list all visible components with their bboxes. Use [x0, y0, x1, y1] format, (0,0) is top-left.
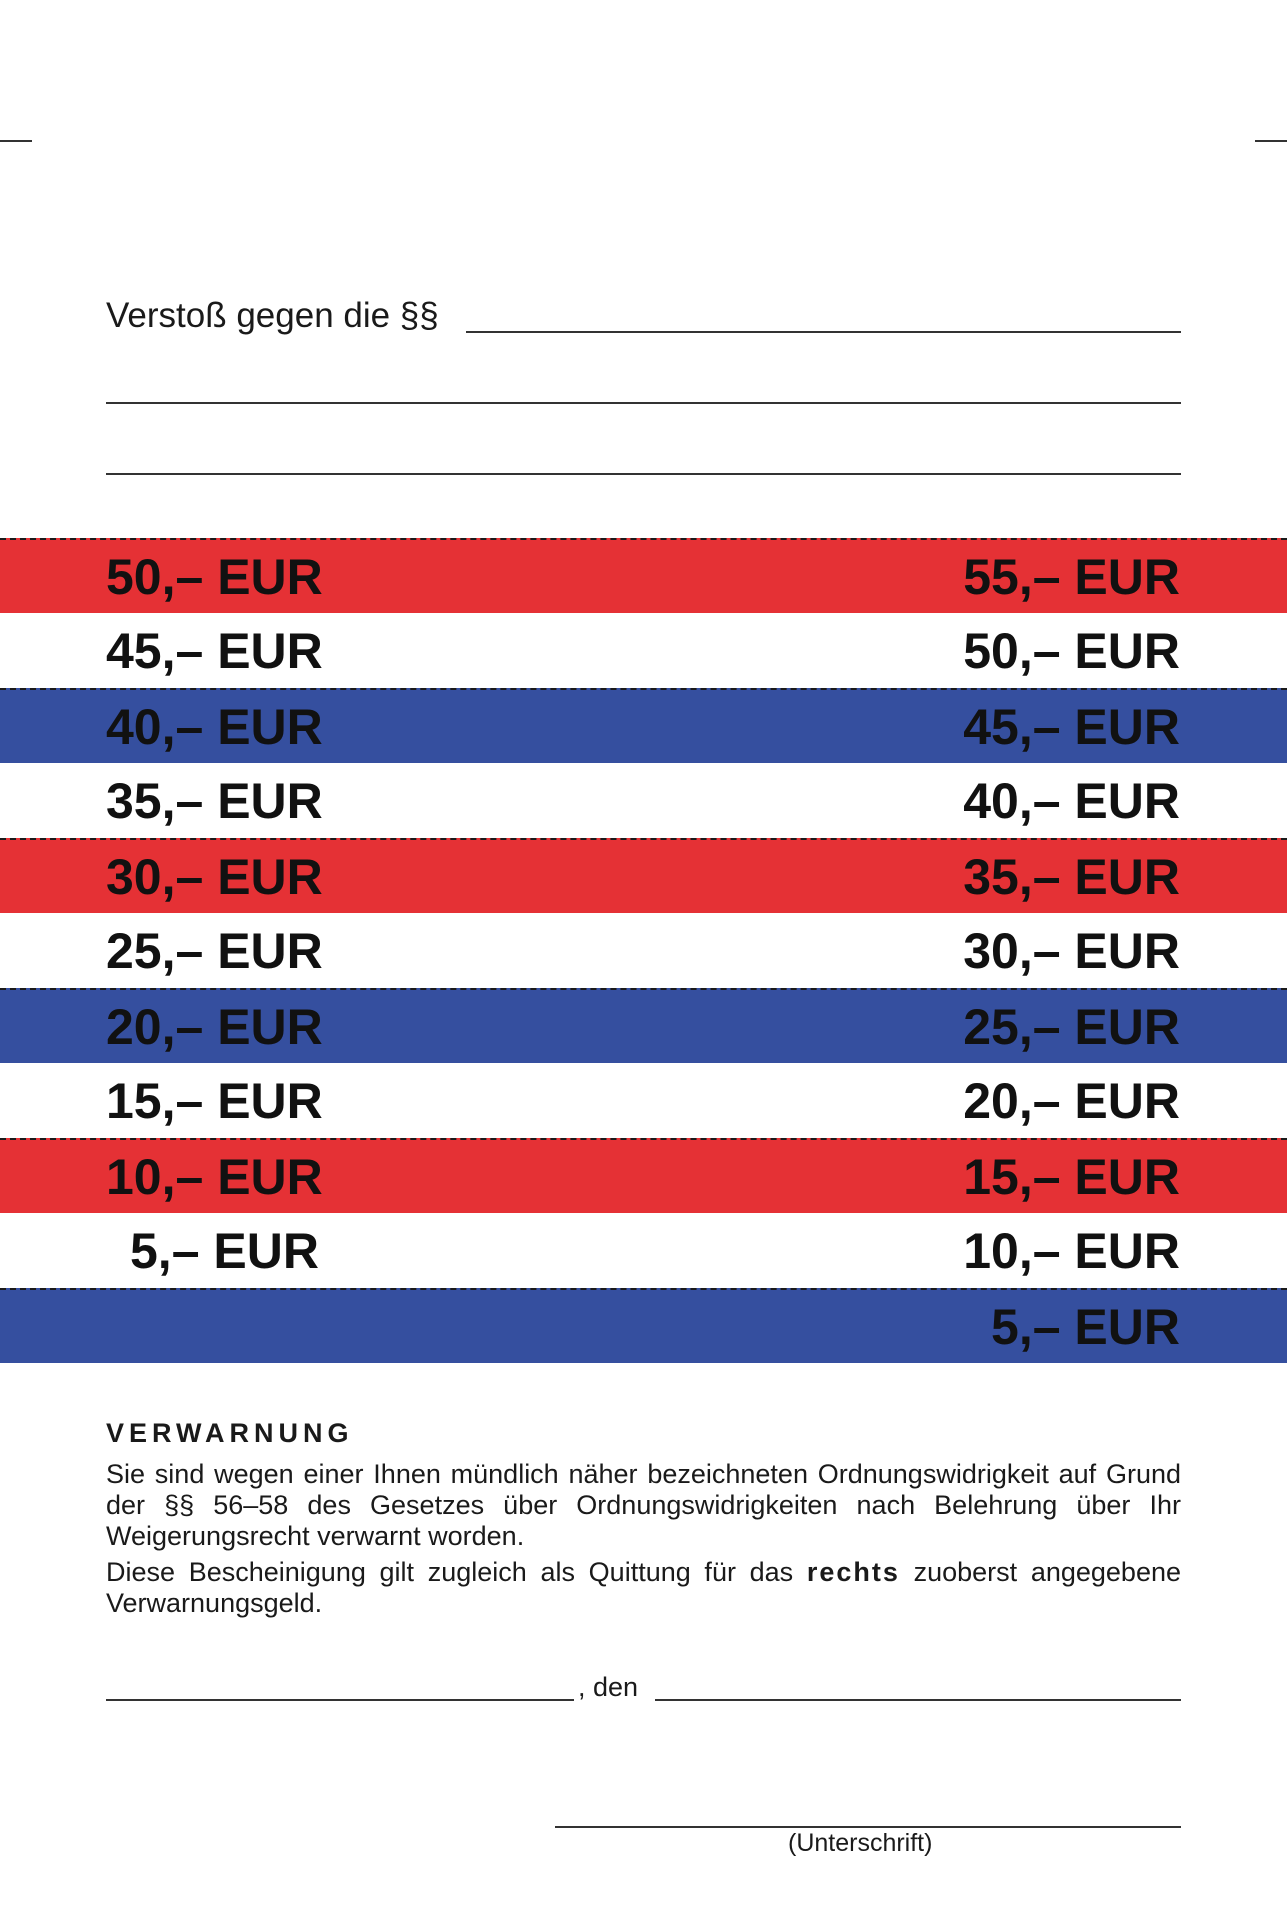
signature-line[interactable] [555, 1826, 1181, 1828]
amount-right: 35,– EUR [963, 848, 1180, 905]
den-label: , den [578, 1672, 639, 1702]
amount-left: 25,– EUR [106, 922, 323, 979]
amount-band-10 [0, 1213, 1287, 1288]
amount-right: 55,– EUR [963, 548, 1180, 605]
offense-input-line-1[interactable] [466, 331, 1181, 333]
amount-left: 40,– EUR [106, 698, 323, 755]
amount-left: 45,– EUR [106, 622, 323, 679]
amount-right: 40,– EUR [963, 772, 1180, 829]
place-input-line[interactable] [106, 1699, 574, 1701]
crop-mark-left [0, 140, 32, 142]
amount-right: 10,– EUR [963, 1222, 1180, 1279]
offense-input-line-3[interactable] [106, 473, 1181, 475]
paragraph-2-emphasis: rechts [806, 1557, 900, 1587]
warning-heading: VERWARNUNG [106, 1418, 354, 1448]
amount-right: 20,– EUR [963, 1072, 1180, 1129]
amount-left: 20,– EUR [106, 998, 323, 1055]
amount-left: 35,– EUR [106, 772, 323, 829]
amount-band-2 [0, 613, 1287, 688]
amount-right: 30,– EUR [963, 922, 1180, 979]
signature-label: (Unterschrift) [788, 1829, 933, 1857]
warning-paragraph-2 [106, 1557, 1181, 1619]
amount-left: 30,– EUR [106, 848, 323, 905]
amount-band-7 [0, 988, 1287, 1063]
warning-paragraph-1: Sie sind wegen einer Ihnen mündlich näher bezeichneten Ordnungswidrigkeit auf Grund der §§ 56–58 des Gesetzes über Ordnungswidrigkeiten nach Belehrung über Ihr Weigerungsrecht verwarnt worden. [106, 1459, 1181, 1551]
amount-left: 10,– EUR [106, 1148, 323, 1205]
amount-left: 50,– EUR [106, 548, 323, 605]
amount-right: 5,– EUR [991, 1298, 1180, 1355]
amount-band-5 [0, 838, 1287, 913]
amount-band-9 [0, 1138, 1287, 1213]
amount-band-1 [0, 538, 1287, 613]
crop-mark-right [1255, 140, 1287, 142]
offense-label: Verstoß gegen die §§ [106, 296, 439, 335]
amount-right: 25,– EUR [963, 998, 1180, 1055]
amount-left: 15,– EUR [106, 1072, 323, 1129]
amount-left: 5,– EUR [130, 1222, 319, 1279]
amount-band-8 [0, 1063, 1287, 1138]
amount-band-11 [0, 1288, 1287, 1363]
amount-band-6 [0, 913, 1287, 988]
amount-right: 50,– EUR [963, 622, 1180, 679]
paragraph-2-end: zuoberst angegebene Verwarnungsgeld. [106, 1557, 1181, 1618]
amount-band-3 [0, 688, 1287, 763]
date-input-line[interactable] [655, 1699, 1181, 1701]
offense-input-line-2[interactable] [106, 402, 1181, 404]
paragraph-2-start: Diese Bescheinigung gilt zugleich als Quittung für das [106, 1557, 807, 1587]
amount-bands [0, 538, 1287, 1363]
amount-right: 45,– EUR [963, 698, 1180, 755]
amount-right: 15,– EUR [963, 1148, 1180, 1205]
amount-band-4 [0, 763, 1287, 838]
